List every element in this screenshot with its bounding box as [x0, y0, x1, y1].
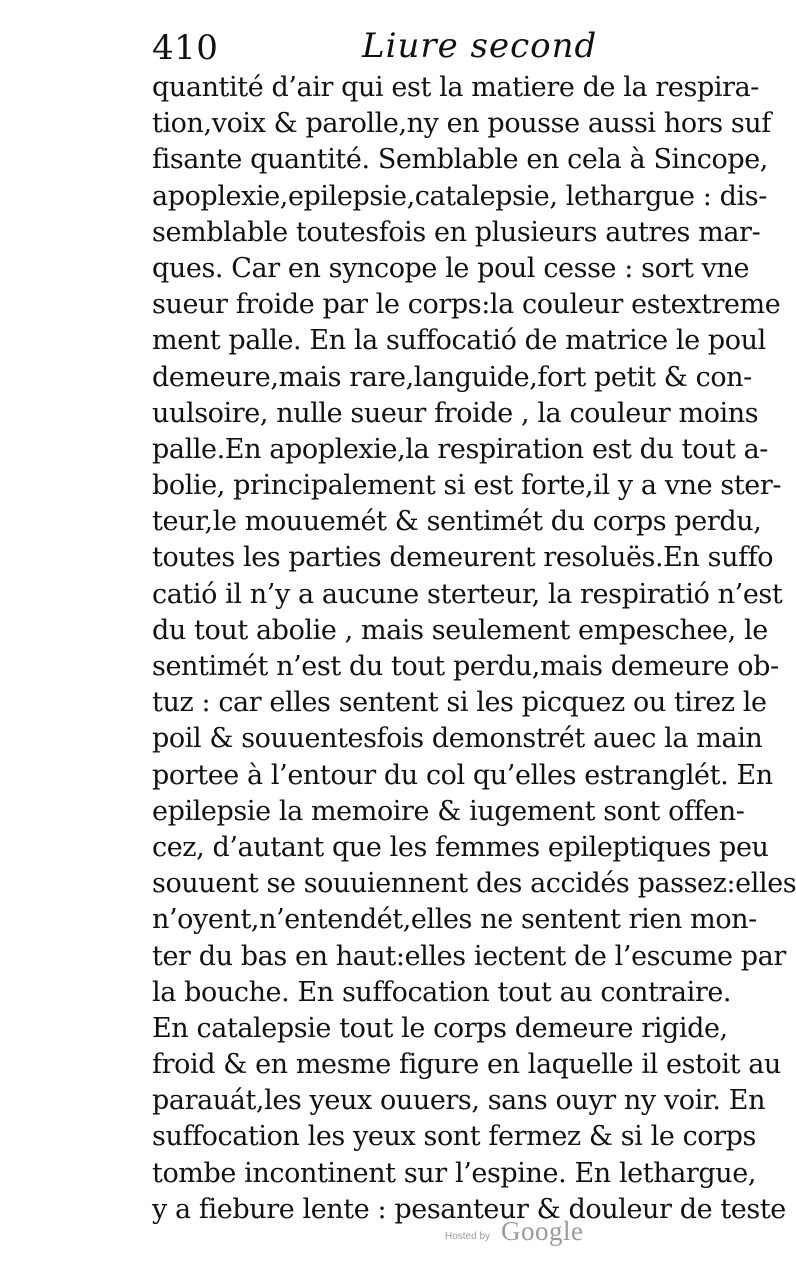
- text-line: epilepsie la memoire & iugement sont offen-: [152, 795, 745, 827]
- text-line: apoplexie,epilepsie,catalepsie, lethargue : dis-: [152, 180, 767, 212]
- text-line: sentimét n’est du tout perdu,mais demeure ob-: [152, 651, 779, 682]
- text-line: En catalepsie tout le corps demeure rigide,: [152, 1012, 728, 1044]
- text-line: ques. Car en syncope le poul cesse : sort vne: [152, 252, 750, 284]
- text-line: tombe incontinent sur l’espine. En lethargue,: [152, 1157, 757, 1189]
- text-line: ment palle. En la suffocatió de matrice le poul: [152, 325, 766, 357]
- google-logo: Google: [501, 1216, 584, 1246]
- hosted-by-footer: [445, 1216, 645, 1256]
- text-line: suffocation les yeux sont fermez & si le corps: [152, 1121, 757, 1153]
- text-line: semblable toutesfois en plusieurs autres mar-: [152, 216, 761, 248]
- text-line: ter du bas en haut:elles iectent de l’escume par: [152, 940, 786, 972]
- text-line: fisante quantité. Semblable en cela à Sincope,: [152, 144, 768, 176]
- text-line: teur,le mouuemét & sentimét du corps perdu,: [152, 506, 762, 538]
- running-head: Liure second: [362, 26, 598, 66]
- text-line: y a fiebure lente : pesanteur & douleur de teste: [152, 1193, 786, 1225]
- text-line: palle.En apoplexie,la respiration est du tout a-: [152, 433, 769, 465]
- text-line: froid & en mesme figure en laquelle il estoit au: [152, 1049, 781, 1081]
- text-line: quantité d’air qui est la matiere de la respira-: [152, 72, 759, 103]
- text-line: poil & souuentesfois demonstrét auec la main: [152, 723, 763, 755]
- text-line: uulsoire, nulle sueur froide , la couleur moins: [152, 397, 759, 429]
- body-text: [152, 70, 796, 1225]
- text-line: bolie, principalement si est forte,il y a vne ster-: [152, 470, 782, 502]
- page-number: 410: [152, 28, 219, 68]
- text-line: n’oyent,n’entendét,elles ne sentent rien mon-: [152, 904, 757, 936]
- hosted-by-label: Hosted by: [445, 1231, 491, 1242]
- text-line: catió il n’y a aucune sterteur, la respiratió n’est: [152, 578, 783, 610]
- text-line: tuz : car elles sentent si les picquez ou tirez le: [152, 687, 767, 719]
- text-line: demeure,mais rare,languide,fort petit & con-: [152, 361, 752, 393]
- text-line: portee à l’entour du col qu’elles estranglét. En: [152, 759, 773, 791]
- text-line: du tout abolie , mais seulement empeschee, le: [152, 614, 768, 646]
- text-line: cez, d’autant que les femmes epileptiques peu: [152, 831, 769, 863]
- text-line: toutes les parties demeurent resoluës.En suffo: [152, 542, 774, 574]
- text-line: tion,voix & parolle,ny en pousse aussi hors suf: [152, 108, 771, 140]
- text-line: souuent se souuiennent des accidés passez:elles: [152, 868, 796, 900]
- text-line: sueur froide par le corps:la couleur estextreme: [152, 289, 781, 321]
- text-line: la bouche. En suffocation tout au contraire.: [152, 976, 732, 1008]
- text-line: parauát,les yeux ouuers, sans ouyr ny voir. En: [152, 1085, 766, 1117]
